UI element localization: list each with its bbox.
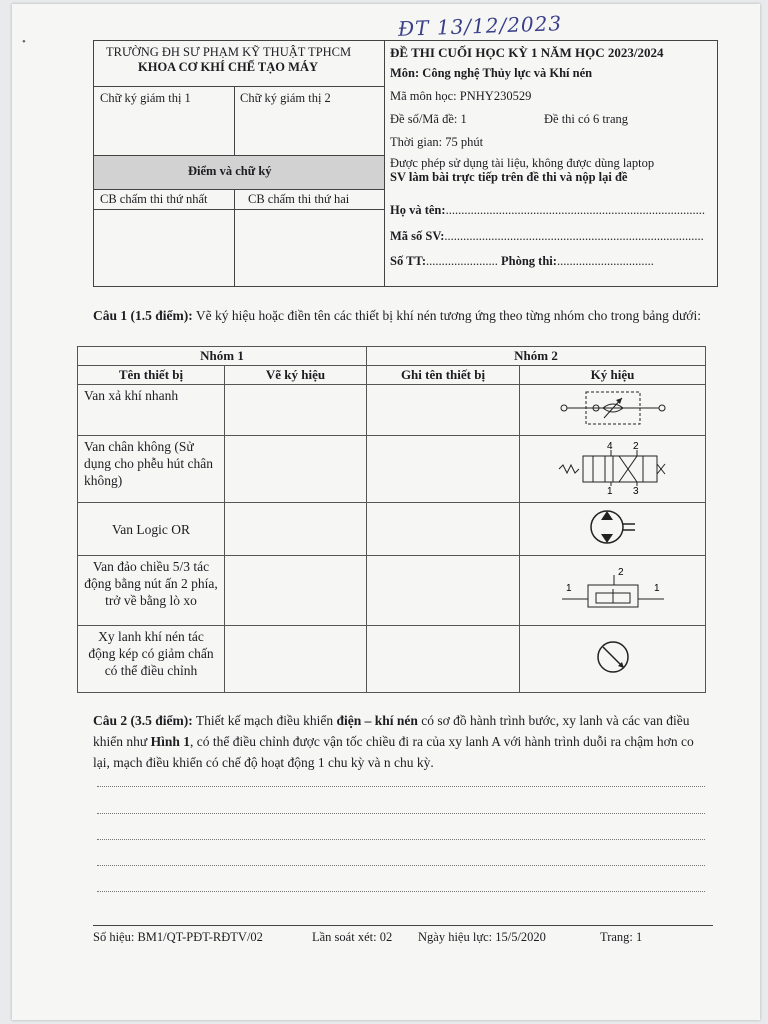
question-2-bold-1: điện – khí nén — [336, 713, 418, 728]
student-name-line — [390, 203, 705, 218]
page-number: Trang: 1 — [600, 930, 643, 944]
group2-header: Nhóm 2 — [367, 347, 706, 366]
device-row-5-name: Xy lanh khí nén tác động kép có giảm chấn có thể điều chỉnh — [78, 626, 225, 693]
port-3-label: 3 — [632, 486, 639, 497]
name-cell-4[interactable] — [367, 556, 520, 626]
footer-rule — [93, 925, 713, 926]
port-4-label: 4 — [606, 441, 613, 452]
answer-line-2[interactable] — [97, 812, 705, 814]
answer-line-5[interactable] — [97, 890, 705, 892]
col-symbol: Ký hiệu — [520, 366, 706, 385]
port-1-label: 1 — [606, 486, 613, 497]
name-cell-1[interactable] — [367, 385, 520, 436]
room-label: Phòng thi: — [501, 254, 557, 268]
device-row-1-name: Van xả khí nhanh — [78, 385, 225, 436]
question-1-text: Vẽ ký hiệu hoặc điền tên các thiết bị khí nén tương ứng theo từng nhóm cho trong bảng dưới: — [192, 308, 701, 323]
student-name-label: Họ và tên: — [390, 203, 446, 217]
question-1 — [93, 306, 705, 326]
draw-cell-4[interactable] — [225, 556, 367, 626]
and-port-1a-label: 1 — [565, 582, 572, 594]
directional-valve-4-2-symbol — [553, 436, 673, 498]
room-field[interactable]: ............................... — [556, 254, 654, 268]
symbol-cell-1 — [520, 385, 706, 436]
port-2-label: 2 — [632, 441, 639, 452]
pressure-gauge-symbol — [588, 634, 638, 680]
page-count: Đề thi có 6 trang — [544, 112, 629, 126]
draw-cell-5[interactable] — [225, 626, 367, 693]
device-row-4-name: Van đảo chiều 5/3 tác động bằng nút ấn 2 phía, trở về bằng lò xo — [78, 556, 225, 626]
form-code: Số hiệu: BM1/QT-PĐT-RĐTV/02 — [93, 930, 263, 944]
proctor1-signature-label: Chữ ký giám thị 1 — [100, 91, 191, 105]
grader2-label: CB chấm thi thứ hai — [248, 192, 350, 206]
draw-cell-3[interactable] — [225, 503, 367, 556]
col-device-name: Tên thiết bị — [78, 366, 225, 385]
symbol-cell-2 — [520, 436, 706, 503]
question-2-figure-ref: Hình 1 — [150, 734, 190, 749]
throttle-check-valve-symbol — [558, 388, 668, 428]
seat-number-field[interactable]: ....................... — [426, 254, 498, 268]
and-valve-symbol — [558, 561, 668, 617]
scan-mark: • — [22, 36, 26, 48]
group1-header: Nhóm 1 — [78, 347, 367, 366]
student-id-field[interactable]: ................................................................................... — [444, 229, 704, 243]
proctor2-signature-label: Chữ ký giám thị 2 — [240, 91, 331, 105]
handwritten-date-note: ĐT 13/12/2023 — [397, 11, 563, 41]
symbol-cell-3 — [520, 503, 706, 556]
vacuum-motor-symbol — [583, 504, 643, 550]
score-signature-label: Điểm và chữ ký — [188, 164, 272, 178]
device-row-2-name: Van chân không (Sử dụng cho phễu hút chân không) — [78, 436, 225, 503]
question-2-head: Câu 2 (3.5 điểm): — [93, 713, 193, 728]
col-draw-symbol: Vẽ ký hiệu — [225, 366, 367, 385]
symbol-cell-4 — [520, 556, 706, 626]
name-cell-5[interactable] — [367, 626, 520, 693]
subject-label: Môn: Công nghệ Thủy lực và Khí nén — [390, 66, 593, 80]
and-port-2-label: 2 — [617, 566, 624, 578]
allowed-materials: Được phép sử dụng tài liệu, không được dùng laptop — [390, 156, 655, 170]
seat-room-line — [390, 254, 654, 269]
draw-cell-2[interactable] — [225, 436, 367, 503]
symbol-cell-5 — [520, 626, 706, 693]
name-cell-2[interactable] — [367, 436, 520, 503]
col-write-name: Ghi tên thiết bị — [367, 366, 520, 385]
student-name-field[interactable]: ................................................................................... — [445, 203, 705, 217]
student-id-label: Mã số SV: — [390, 229, 445, 243]
exam-version: Đề số/Mã đề: 1 — [390, 112, 467, 126]
exam-header-box — [93, 40, 718, 287]
effective-date: Ngày hiệu lực: 15/5/2020 — [418, 930, 546, 944]
question-1-head: Câu 1 (1.5 điểm): — [93, 308, 193, 323]
student-id-line — [390, 229, 704, 244]
submission-note: SV làm bài trực tiếp trên đề thi và nộp lại đề — [390, 170, 628, 184]
question-2-text-3: , có thể điều chỉnh được vận tốc chiều đi ra của xy lanh A với hành trình duỗi ra chậm hơn co lại, mạch điều khiển có chế độ hoạt động 1 chu kỳ và n chu kỳ. — [93, 734, 694, 770]
question-2-text-2: có sơ đồ hành trình bước, xy lanh và các van điều khiển như — [93, 713, 690, 749]
seat-number-label: Số TT: — [390, 254, 427, 268]
question-2-text-1: Thiết kế mạch điều khiển — [192, 713, 337, 728]
grader1-label: CB chấm thi thứ nhất — [100, 192, 208, 206]
and-port-1b-label: 1 — [653, 582, 660, 594]
school-name: TRƯỜNG ĐH SƯ PHẠM KỸ THUẬT TPHCM — [106, 45, 352, 59]
name-cell-3[interactable] — [367, 503, 520, 556]
answer-line-3[interactable] — [97, 838, 705, 840]
exam-title: ĐỀ THI CUỐI HỌC KỲ 1 NĂM HỌC 2023/2024 — [390, 45, 664, 60]
question-2 — [93, 710, 705, 773]
exam-duration: Thời gian: 75 phút — [390, 135, 484, 149]
answer-line-4[interactable] — [97, 864, 705, 866]
device-row-3-name: Van Logic OR — [78, 503, 225, 556]
draw-cell-1[interactable] — [225, 385, 367, 436]
revision-number: Lần soát xét: 02 — [312, 930, 393, 944]
answer-line-1[interactable] — [97, 785, 705, 787]
device-table — [77, 346, 706, 693]
faculty-name: KHOA CƠ KHÍ CHẾ TẠO MÁY — [138, 60, 318, 74]
course-code: Mã môn học: PNHY230529 — [390, 89, 532, 103]
